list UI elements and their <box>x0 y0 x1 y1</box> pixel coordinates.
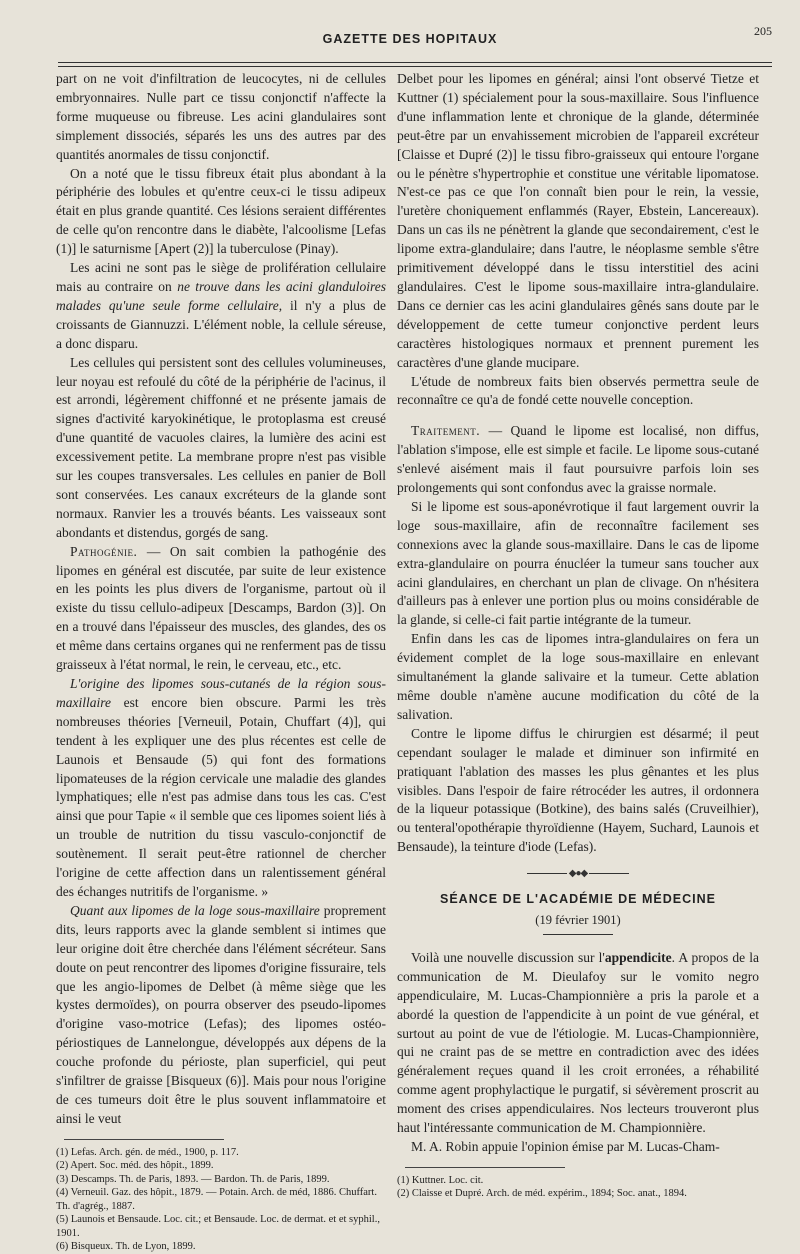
section-separator: ◆●◆ <box>397 865 759 884</box>
paragraph: part on ne voit d'infiltration de leucocytes, ni de cellules embryonnaires. Nulle part ce tissu conjonctif n'affecte la forme muqueuse ou fibreuse. Les acini glandulaires sont simplement dissociés, séparés les uns des autres par des quantités anormales de tissu conjonctif. <box>56 71 386 162</box>
paragraph: Contre le lipome diffus le chirurgien est désarmé; il peut cependant soulager le malade et diminuer son infirmité en pratiquant l'ablation des masses les plus gênantes et les plus visibles. Dans l'espoir de faire rétrocéder les autres, il ordonnera de la liqueur potassique (Botkine), des bains salés (Cruveilhier), ou tenteral'opothérapie thyroïdienne (Hayem, Suchard, Launois et Bensaude), la teinture d'iode (Lefas). <box>397 725 759 855</box>
paragraph: Quant aux lipomes de la loge sous-maxillaire proprement dits, leurs rapports avec la glande semblent si intimes que leur origine doit être cherchée dans l'élément sécréteur. Sans doute on peut rencontrer des lipomes d'origine fissuraire, tels que les angio-lipomes de Delbet (à même siège que les kystes dermoïdes), on pourra observer des pseudo-lipomes d'origine vaso-motrice (Lefas); des lipomes ostéo-périostiques de Lannelongue, développés aux dépens de la couche profonde du périoste, plan superficiel, qui peut s'infiltrer de graisse [Bisqueux (6)]. Mais pour nous l'origine de ces tumeurs doit être le plus souvent inflammatoire et ainsi le veut <box>56 902 386 1126</box>
header-rule-thin <box>58 66 772 67</box>
footnote: (5) Launois et Bensaude. Loc. cit.; et Bensaude. Loc. de dermat. et et syphil., 1901. <box>56 1214 380 1239</box>
journal-title: GAZETTE DES HOPITAUX <box>322 32 498 46</box>
header-rule <box>58 62 772 63</box>
paragraph: M. A. Robin appuie l'opinion émise par M. Lucas-Cham- <box>411 1138 720 1154</box>
footnote: (1) Lefas. Arch. gén. de méd., 1900, p. 117. <box>56 1146 239 1158</box>
paragraph: Les acini ne sont pas le siège de prolifération cellulaire mais au contraire on ne trouve dans les acini glanduloires malades qu'une seule forme cellulaire, il n'y a plus de croissants de Giannuzzi. L'élément noble, la cellule séreuse, a donc disparu. <box>56 260 386 351</box>
footnotes <box>56 1146 386 1254</box>
page-header <box>40 18 780 48</box>
footnote: (4) Verneuil. Gaz. des hôpit., 1879. — Potain. Arch. de méd, 1886. Chuffart. Th. d'agrég., 1887. <box>56 1187 377 1212</box>
footnote-rule <box>64 1139 224 1140</box>
footnote: (2) Apert. Soc. méd. des hôpit., 1899. <box>56 1160 214 1172</box>
paragraph: L'origine des lipomes sous-cutanés de la région sous-maxillaire est encore bien obscure. Parmi les très nombreuses théories [Verneuil, Potain, Chuffart (4)], qui tendent à les expliquer une des plus récentes est celle de Launois et Bensaude (5) qui font des formations lipomateuses de la région cervicale une maladie des glandes lymphatiques; elle n'est pas admise dans tous les cas. C'est ainsi que pour Tapie « il semble que ces lipomes soient liés à un trouble de nutrition du tissu vasculo-conjonctif de soutènement. Il serait peut-être rationnel de chercher l'origine de cette affection dans un ralentissement général des échanges nutritifs de l'organisme. » <box>56 676 386 899</box>
paragraph: L'étude de nombreux faits bien observés permettra seule de reconnaître ce qu'a de fondé cette nouvelle conception. <box>397 373 759 408</box>
paragraph: Delbet pour les lipomes en général; ainsi l'ont observé Tietze et Kuttner (1) spécialement pour la sous-maxillaire. Sous l'influence d'une inflammation lente et chronique de la glande, déterminée peut-être par un envahissement microbien de l'appareil excréteur [Claisse et Dupré (2)] le tissu fibro-graisseux qui entoure l'organe ou le pénètre s'hypertrophie et constitue une véritable lipomatose. N'est-ce pas ce que l'on connaît bien pour le rein, la vessie, l'uretère choniquement enflammés (Rayer, Ebstein, Lancereaux). Dans un cas ils ne pénètrent la glande que secondairement, c'est le lipome extra-glandulaire; dans l'autre, le néoplasme semble s'être primitivement développé dans le tissu interstitiel des acini glandulaires. C'est le lipome sous-maxillaire intra-glandulaire. Dans ce dernier cas les acini glandulaires gênés sans doute par le développement de cette tumeur conjonctive perdent leurs caractères histologiques normaux et prennent purement les caractères d'une glande mucipare. <box>397 71 759 370</box>
paragraph-pathogenie: Pathogénie. — On sait combien la pathogénie des lipomes en général est discutée, par suite de leur existence en les points les plus divers de l'organisme, partout où il existe du tissu cellulo-adipeux [Descamps, Bardon (3)]. On en a trouvé dans l'épaisseur des muscles, des glandes, des os et même dans certains organes qui ne renferment pas de tissu graisseux à l'état normal, le rein, le cerveau, etc., etc. <box>56 543 386 673</box>
paragraph: Enfin dans les cas de lipomes intra-glandulaires on fera un évidement complet de la loge sous-maxillaire en enlevant simultanément la glande salivaire et la tumeur. Cette ablation même double n'amène aucune modification du côté de la salivation. <box>397 631 759 722</box>
paragraph-traitement: Traitement. — Quand le lipome est localisé, non diffus, l'ablation s'impose, elle est simple et facile. Le lipome sous-cutané s'enlevé aisément mais il faut poursuivre parfois loin ses prolongements qui sont confondus avec la graisse normale. <box>397 423 759 496</box>
paragraph: Voilà une nouvelle discussion sur l'appendicite. A propos de la communication de M. Dieulafoy sur le vomito negro appendiculaire, M. Lucas-Championnière a pris la parole et a abordé la question de l'appendicite à un point de vue général, et surtout au point de vue de l'étiologie. M. Lucas-Championnière, qui ne craint pas de se mettre en contradiction avec des idées généralement reçues quand il les croit erronées, a réhabilité comme agent prophylactique le purgatif, si sévèrement proscrit au moment des crises appendiculaires. Nos lecteurs trouveront plus haut l'intéressante communication de M. Championnière. <box>397 949 759 1136</box>
left-column <box>56 70 386 1254</box>
keyword-appendicite: appendicite <box>604 949 672 965</box>
footnote-rule <box>405 1167 565 1168</box>
section-date: (19 février 1901) <box>535 912 621 927</box>
date-rule <box>543 934 613 935</box>
paragraph: Si le lipome est sous-aponévrotique il faut largement ouvrir la loge sous-maxillaire, afin de reconnaître facilement ses connexions avec la glande sous-maxillaire. Dans le cas de lipome extra-glandulaire on pourra énucléer la tumeur sans toucher aux acini glandulaires, en cherchant un plan de clivage. On n'hésitera d'ailleurs pas à enlever une portion plus ou moins considérable de la glande, si celle-ci fait partie intégrante de la tumeur. <box>397 498 759 628</box>
footnote: (3) Descamps. Th. de Paris, 1893. — Bardon. Th. de Paris, 1899. <box>56 1173 330 1185</box>
footnotes <box>397 1174 759 1201</box>
paragraph: Les cellules qui persistent sont des cellules volumineuses, leur noyau est refoulé du côté de la périphérie de l'acinus, il est arrondi, légèrement chiffonné et ne présente jamais de signes d'activité karyokinétique, le protoplasma est creusé d'une quantité de vacuoles claires, la lumière des acini est excessivement petite. La membrane propre n'est pas visible sur les coupes transversales. Les cellules en panier de Boll sont conservées. Les canaux excréteurs de la glande sont normaux. Ranvier les a trouvés béants. Les vaisseaux sont abondants et distendus, gorgés de sang. <box>56 354 386 540</box>
footnote: (1) Kuttner. Loc. cit. <box>397 1174 484 1186</box>
footnote: (2) Claisse et Dupré. Arch. de méd. expérim., 1894; Soc. anat., 1894. <box>397 1188 687 1200</box>
section-heading: Pathogénie. <box>70 543 138 559</box>
section-title: SÉANCE DE L'ACADÉMIE DE MÉDECINE <box>440 892 716 907</box>
right-column <box>397 70 759 1201</box>
paragraph: On a noté que le tissu fibreux était plus abondant à la périphérie des lobules et qu'entre ceux-ci le tissu adipeux était en plus grande quantité. Ces lésions seraient différentes de celle qu'on rencontre dans le diabète, l'alcoolisme [Lefas (1)] le saturnisme [Apert (2)] la tuberculose (Pinay). <box>56 165 386 257</box>
section-heading: Traitement. <box>411 423 481 439</box>
footnote: (6) Bisqueux. Th. de Lyon, 1899. <box>56 1241 196 1253</box>
page-number: 205 <box>754 24 772 38</box>
